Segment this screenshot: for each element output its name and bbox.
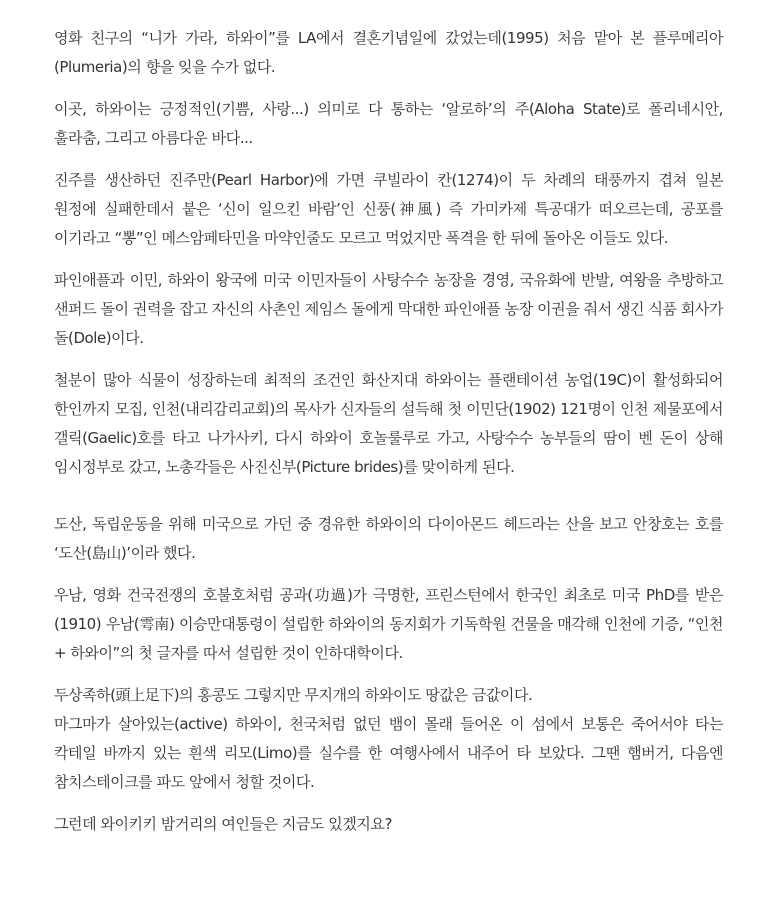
paragraph-spacer [54,668,723,681]
paragraph-unam: 우남, 영화 건국전쟁의 호불호처럼 공과(功過)가 극명한, 프린스턴에서 한국인 최초로 미국 PhD를 받은(1910) 우남(雩南) 이승만대통령이 설립한 하와이의 동지회가 기독학원 건물을 매각해 인천에 기증, “인천 + 하와이”의 첫 글자를 따서 설립한 것이 인하대학이다. [54,586,723,662]
paragraph-spacer [54,353,723,366]
paragraph-spacer [54,482,723,510]
paragraph-waikiki: 그런데 와이키키 밤거리의 여인들은 지금도 있겠지요? [54,815,392,833]
paragraph-spacer [54,568,723,581]
paragraph-pineapple-dole: 파인애플과 이민, 하와이 왕국에 미국 이민자들이 사탕수수 농장을 경영, 국유화에 반발, 여왕을 추방하고 샌퍼드 돌이 권력을 잡고 자신의 사촌인 제임스 돌에게 막대한 파인애플 농장 이권을 줘서 생긴 식품 회사가 돌(Dole)이다. [54,271,723,347]
paragraph-pearl-harbor: 진주를 생산하던 진주만(Pearl Harbor)에 가면 쿠빌라이 칸(1274)이 두 차례의 태풍까지 겹쳐 일본 원정에 실패한데서 붙은 ‘신이 일으킨 바람’인 신풍(神風) 즉 가미카제 특공대가 떠오르는데, 공포를 이기라고 “뽕”인 메스암페타민을 마약인줄도 모르고 먹었지만 폭격을 한 뒤에 돌아온 이들도 있다. [54,171,723,247]
paragraph-spacer [54,253,723,266]
paragraph-limo: 마그마가 살아있는(active) 하와이, 천국처럼 없던 뱀이 몰래 들어온 이 섬에서 보통은 죽어서야 타는 칵테일 바까지 있는 흰색 리모(Limo)를 실수를 한 여행사에서 내주어 타 보았다. 그땐 햄버거, 다음엔 참치스테이크를 파도 앞에서 청할 것이다. [54,715,723,791]
paragraph-spacer [54,153,723,166]
paragraph-dosan: 도산, 독립운동을 위해 미국으로 가던 중 경유한 하와이의 다이아몬드 헤드라는 산을 보고 안창호는 호를 ‘도산(島山)’이라 했다. [54,515,723,562]
paragraph-spacer [54,82,723,95]
paragraph-aloha: 이곳, 하와이는 긍정적인(기쁨, 사랑...) 의미로 다 통하는 ‘알로하’의 주(Aloha State)로 폴리네시안, 훌라춤, 그리고 아름다운 바다... [54,100,723,147]
paragraph-spacer [54,797,723,810]
paragraph-land-price: 두상족하(頭上足下)의 홍콩도 그렇지만 무지개의 하와이도 땅값은 금값이다. [54,686,533,704]
paragraph-immigration: 철분이 많아 식물이 성장하는데 최적의 조건인 화산지대 하와이는 플랜테이션 농업(19C)이 활성화되어 한인까지 모집, 인천(내리감리교회)의 목사가 신자들의 설득해 첫 이민단(1902) 121명이 인천 제물포에서 갤릭(Gaelic)호를 타고 나가사키, 다시 하와이 호놀룰루로 가고, 사탕수수 농부들의 땀이 벤 돈이 상해 임시정부로 갔고, 노총각들은 사진신부(Picture brides)를 맞이하게 된다. [54,371,723,476]
paragraph-plumeria: 영화 친구의 “니가 가라, 하와이”를 LA에서 결혼기념일에 갔었는데(1995) 처음 맡아 본 플루메리아(Plumeria)의 향을 잊을 수가 없다. [54,29,723,76]
